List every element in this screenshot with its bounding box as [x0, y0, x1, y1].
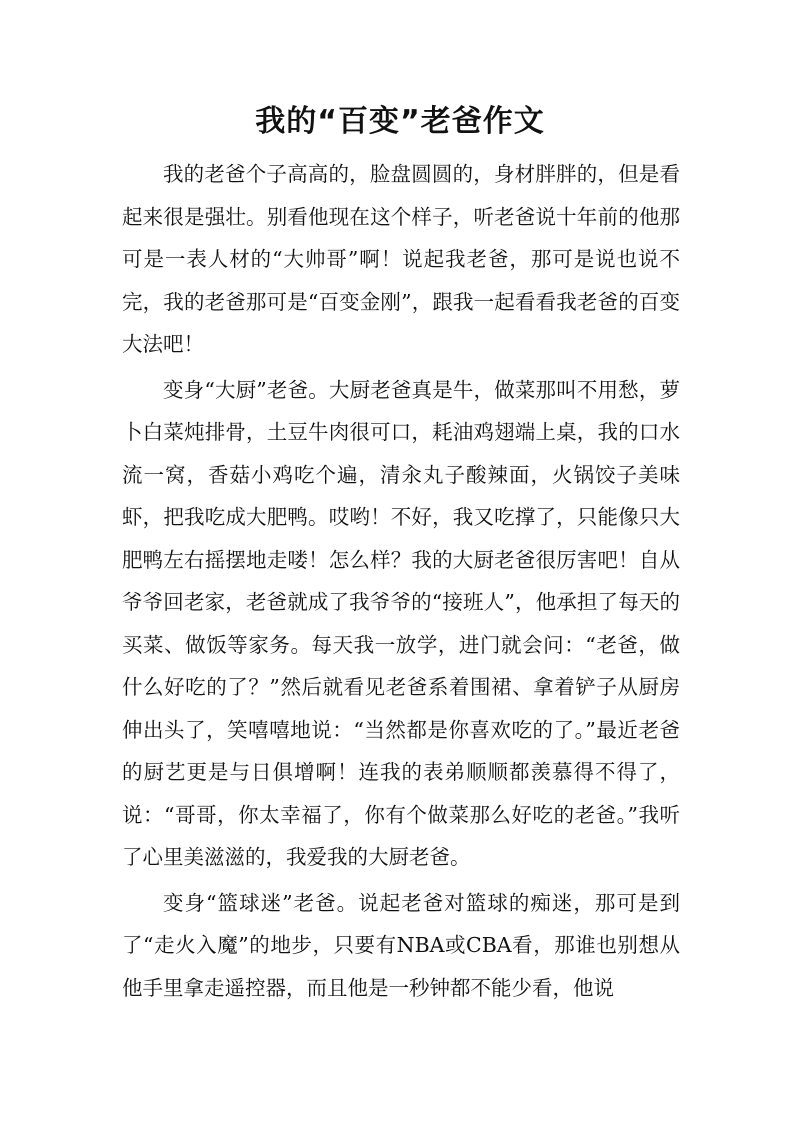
paragraph-chef-dad: 变身“大厨”老爸。大厨老爸真是牛，做菜那叫不用愁，萝卜白菜炖排骨，土豆牛肉很可口，耗油鸡翅端上桌，我的口水流一窝，香菇小鸡吃个遍，清汆丸子酸辣面，火锅饺子美味虾，把我吃成大肥鸭。哎哟！不好，我又吃撑了，只能像只大肥鸭左右摇摆地走喽！怎么样？我的大厨老爸很厉害吧！自从爷爷回老家，老爸就成了我爷爷的“接班人”，他承担了每天的买菜、做饭等家务。每天我一放学，进门就会问：“老爸，做什么好吃的了？”然后就看见老爸系着围裙、拿着铲子从厨房伸出头了，笑嘻嘻地说：“当然都是你喜欢吃的了。”最近老爸的厨艺更是与日俱增啊！连我的表弟顺顺都羡慕得不得了，说：“哥哥，你太幸福了，你有个做菜那么好吃的老爸。”我听了心里美滋滋的，我爱我的大厨老爸。	[122, 377, 680, 869]
document-body	[122, 153, 680, 1009]
document-title: 我的“百变”老爸作文	[255, 104, 545, 139]
paragraph-intro: 我的老爸个子高高的，脸盘圆圆的，身材胖胖的，但是看起来很是强壮。别看他现在这个样子，听老爸说十年前的他那可是一表人材的“大帅哥”啊！说起我老爸，那可是说也说不完，我的老爸那可是“百变金刚”，跟我一起看看我老爸的百变大法吧！	[122, 162, 680, 356]
paragraph-basketball-dad: 变身“篮球迷”老爸。说起老爸对篮球的痴迷，那可是到了“走火入魔”的地步，只要有NBA或CBA看，那谁也别想从他手里拿走遥控器，而且他是一秒钟都不能少看，他说	[122, 890, 680, 1000]
